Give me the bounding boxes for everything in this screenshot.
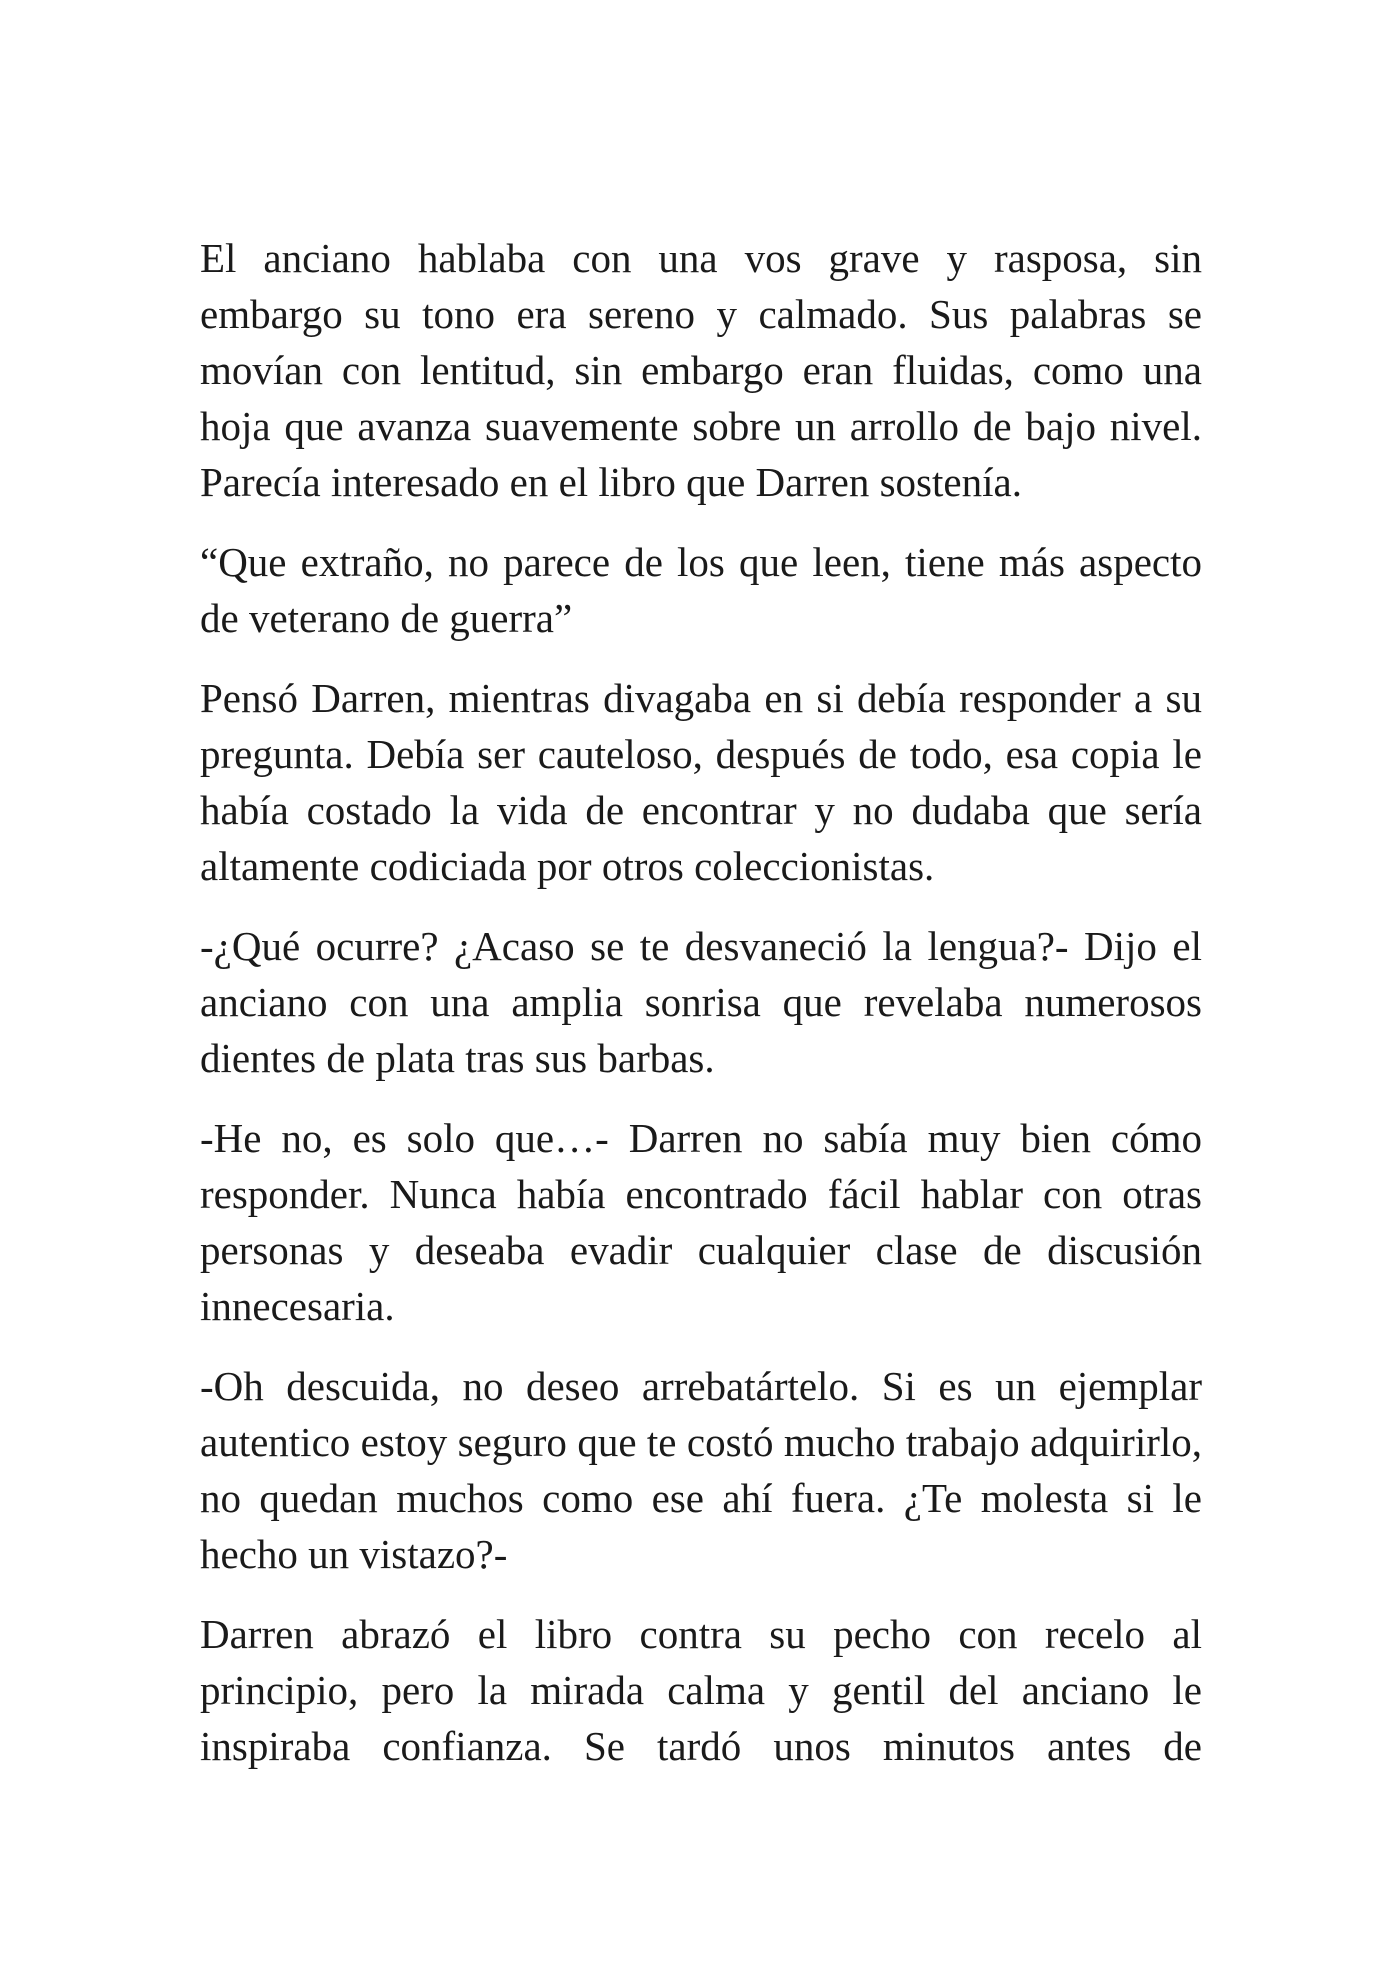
paragraph: “Que extraño, no parece de los que leen, tiene más aspecto de veterano de guerra” [200,539,1202,641]
paragraph: Pensó Darren, mientras divagaba en si debía responder a su pregunta. Debía ser cauteloso, después de todo, esa copia le había costado la vida de encontrar y no dudaba que sería altamente codiciada por otros coleccionistas. [200,675,1202,889]
paragraph: Darren abrazó el libro contra su pecho con recelo al principio, pero la mirada calma y gentil del anciano le inspiraba confianza. Se tardó unos minutos antes de [200,1611,1202,1769]
paragraph: -Oh descuida, no deseo arrebatártelo. Si es un ejemplar autentico estoy seguro que te costó mucho trabajo adquirirlo, no quedan muchos como ese ahí fuera. ¿Te molesta si le hecho un vistazo?- [200,1363,1202,1577]
paragraph: -¿Qué ocurre? ¿Acaso se te desvaneció la lengua?- Dijo el anciano con una amplia sonrisa que revelaba numerosos dientes de plata tras sus barbas. [200,923,1202,1081]
body-text [200,230,1202,1798]
paragraph: -He no, es solo que…- Darren no sabía muy bien cómo responder. Nunca había encontrado fácil hablar con otras personas y deseaba evadir cualquier clase de discusión innecesaria. [200,1115,1202,1329]
paragraph: El anciano hablaba con una vos grave y rasposa, sin embargo su tono era sereno y calmado. Sus palabras se movían con lentitud, sin embargo eran fluidas, como una hoja que avanza suavemente sobre un arrollo de bajo nivel. Parecía interesado en el libro que Darren sostenía. [200,235,1202,505]
